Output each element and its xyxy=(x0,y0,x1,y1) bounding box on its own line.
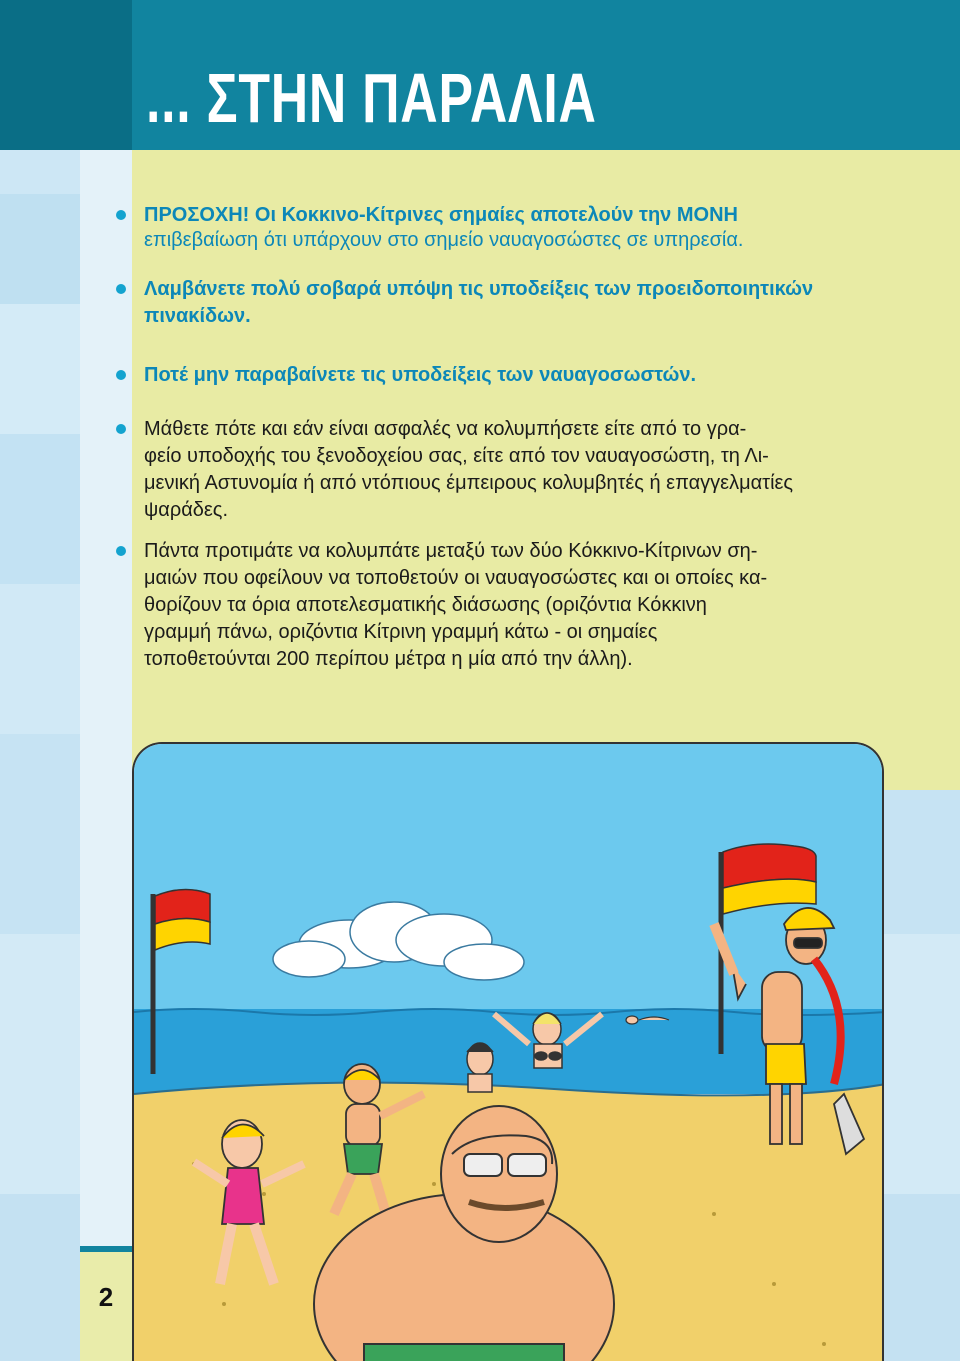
list-item xyxy=(138,202,743,254)
bullet-line: θορίζουν τα όρια αποτελεσματικής διάσωσης (οριζόντια Κόκκινη xyxy=(144,594,707,616)
list-item xyxy=(138,362,696,389)
bullet-icon xyxy=(116,284,126,294)
bullet-line: Ποτέ μην παραβαίνετε τις υποδείξεις των ναυαγοσωστών. xyxy=(144,364,697,386)
list-item xyxy=(138,416,793,524)
bullet-icon xyxy=(116,546,126,556)
bullet-line: μενική Αστυνομία ή από ντόπιους έμπειρους κολυμβητές ή επαγγελματίες xyxy=(144,472,794,494)
page-number: 2 xyxy=(98,1282,114,1312)
bullet-line: ψαράδες. xyxy=(144,499,229,521)
header-side-block xyxy=(0,0,132,150)
list-item xyxy=(138,276,813,330)
left-margin-column xyxy=(80,150,132,1361)
bullet-line: Πάντα προτιμάτε να κολυμπάτε μεταξύ των δύο Κόκκινο-Κίτρινων ση- xyxy=(144,540,758,562)
bullet-icon xyxy=(116,370,126,380)
beach-illustration xyxy=(132,742,884,1361)
bullet-icon xyxy=(116,210,126,220)
bullet-line: πινακίδων. xyxy=(144,305,251,327)
bullet-line: μαιών που οφείλουν να τοποθετούν οι ναυαγοσώστες και οι οποίες κα- xyxy=(144,567,768,589)
bullet-line: ΠΡΟΣΟΧΗ! Οι Κοκκινο-Κίτρινες σημαίες αποτελούν την ΜΟΝΗ xyxy=(144,204,738,226)
bullet-line: γραμμή πάνω, οριζόντια Κίτρινη γραμμή κάτω - οι σημαίες xyxy=(144,621,658,643)
list-item xyxy=(138,538,767,673)
bullet-line: Μάθετε πότε και εάν είναι ασφαλές να κολυμπήσετε είτε από το γρα- xyxy=(144,418,747,440)
bullet-line: τοποθετούνται 200 περίπου μέτρα η μία από την άλλη). xyxy=(144,648,633,670)
bullet-line: φείο υποδοχής του ξενοδοχείου σας, είτε από τον ναυαγοσώστη, τη Λι- xyxy=(144,445,769,467)
beach-scene xyxy=(134,744,884,1361)
bullet-line: επιβεβαίωση ότι υπάρχουν στο σημείο ναυαγοσώστες σε υπηρεσία. xyxy=(144,229,744,251)
bullet-line: Λαμβάνετε πολύ σοβαρά υπόψη τις υποδείξεις των προειδοποιητικών xyxy=(144,278,814,300)
page-title: ... ΣΤΗΝ ΠΑΡΑΛΙΑ xyxy=(146,59,597,137)
swimmer-man xyxy=(467,1043,493,1092)
bullet-icon xyxy=(116,424,126,434)
